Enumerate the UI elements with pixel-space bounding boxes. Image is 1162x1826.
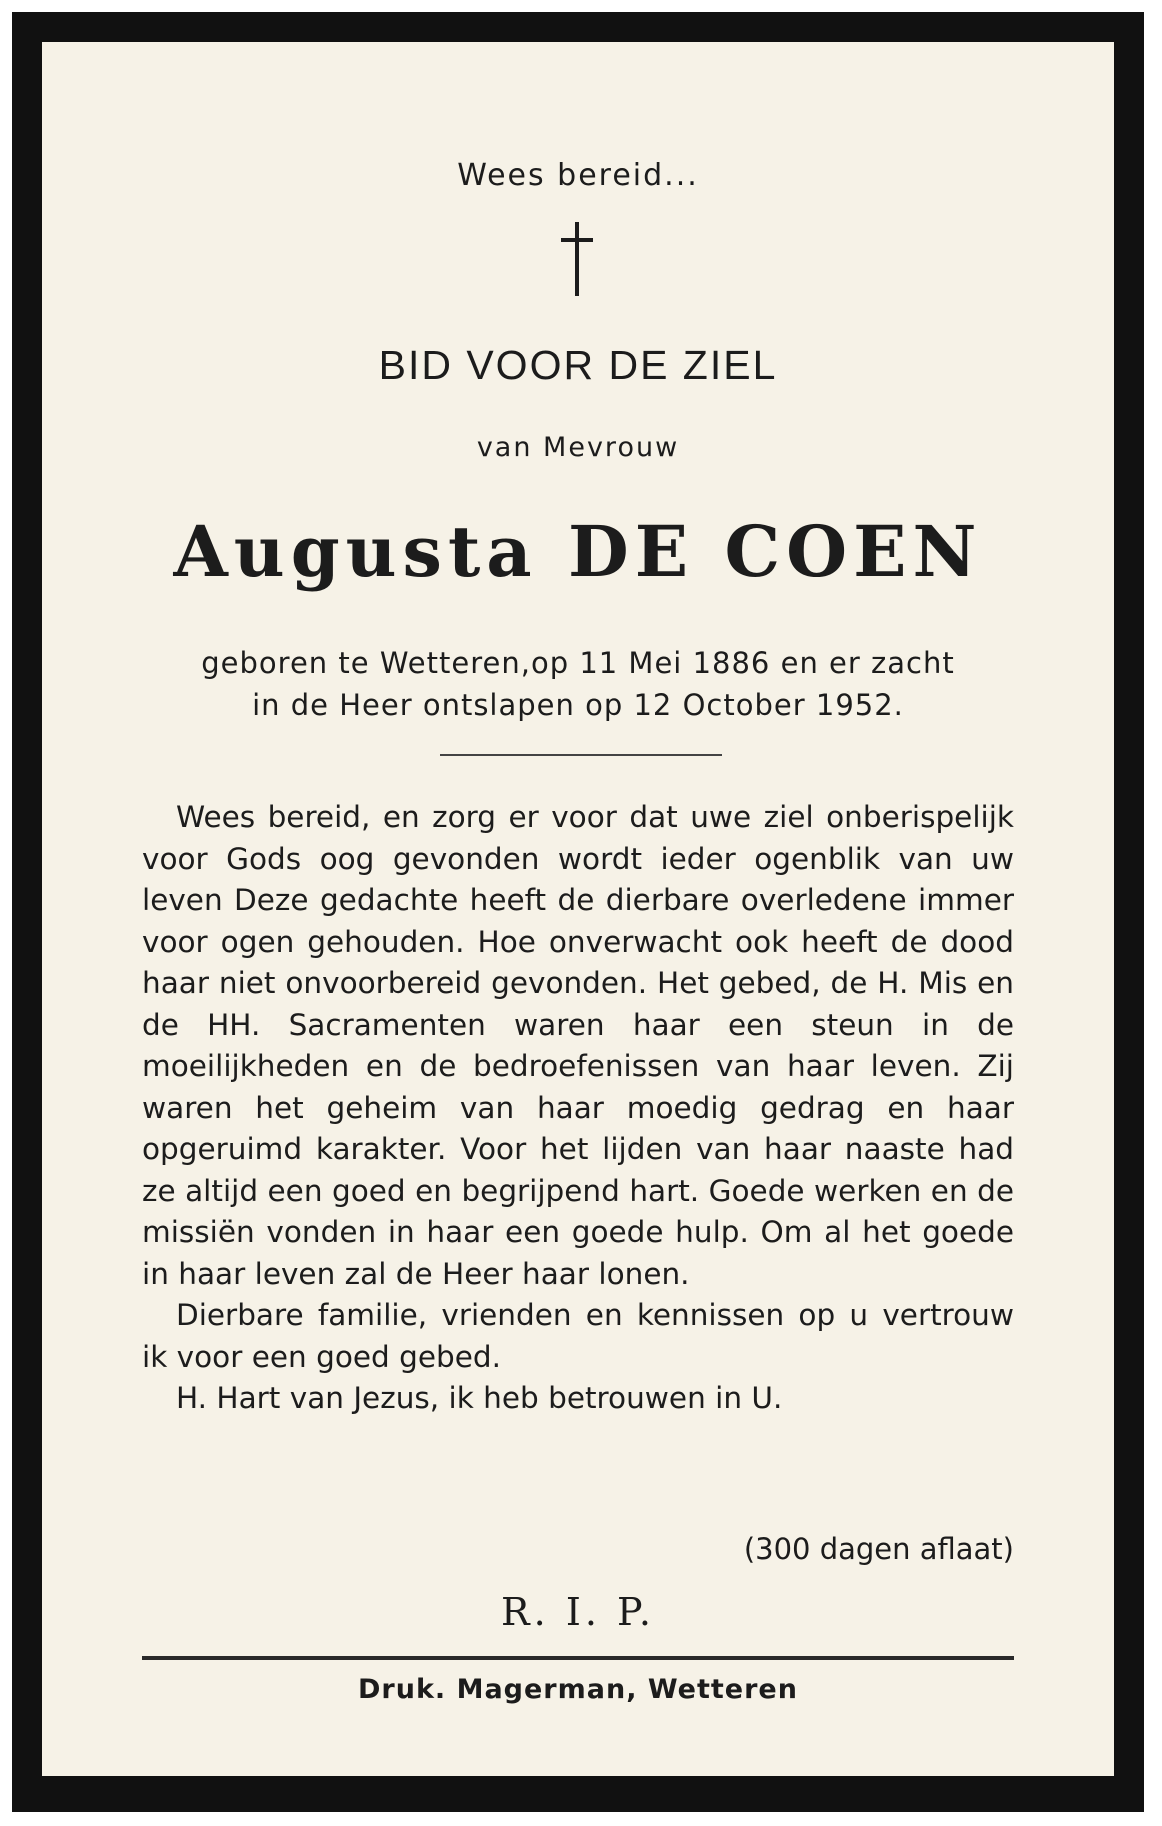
ejaculatory-prayer: H. Hart van Jezus, ik heb betrouwen in U.	[176, 1381, 783, 1415]
memorial-card-border	[12, 12, 1144, 1812]
memorial-card	[42, 42, 1114, 1776]
cross-icon	[559, 222, 595, 296]
footer-divider	[142, 1656, 1014, 1660]
tribute-paragraph: Wees bereid, en zorg er voor dat uwe ziel onberispelijk voor Gods oog gevonden wordt ieder ogenblik van uw leven Deze gedachte heeft de dierbare overledene immer voor ogen gehouden. Hoe onverwacht ook heeft de dood haar niet onvoorbereid gevonden. Het gebed, de H. Mis en de HH. Sacramenten waren haar een steun in de moeilijkheden en de bedroefenissen van haar leven. Zij waren het geheim van haar moedig gedrag en haar opgeruimd karakter. Voor het lijden van haar naaste had ze altijd een goed en begrijpend hart. Goede werken en de missiën vonden in haar een goede hulp. Om al het goede in haar leven zal de Heer haar lonen.	[142, 800, 1014, 1291]
heading: BID VOOR DE ZIEL	[378, 342, 778, 388]
prayer-request: Dierbare familie, vrienden en kennissen op u vertrouw ik voor een goed gebed.	[142, 1298, 1014, 1374]
divider	[440, 754, 722, 756]
printer-credit: Druk. Magerman, Wetteren	[358, 1674, 798, 1705]
rip: R. I. P.	[501, 1590, 655, 1634]
birth-death-dates	[42, 642, 1114, 726]
honorific: van Mevrouw	[476, 432, 680, 463]
indulgence-note: (300 dagen aflaat)	[743, 1532, 1014, 1566]
dates-line-2: in de Heer ontslapen op 12 October 1952.	[252, 688, 904, 722]
memorial-text	[142, 797, 1014, 1420]
deceased-name: Augusta DE COEN	[173, 510, 983, 593]
motto: Wees bereid...	[457, 158, 699, 193]
dates-line-1: geboren te Wetteren,op 11 Mei 1886 en er zacht	[201, 646, 955, 680]
